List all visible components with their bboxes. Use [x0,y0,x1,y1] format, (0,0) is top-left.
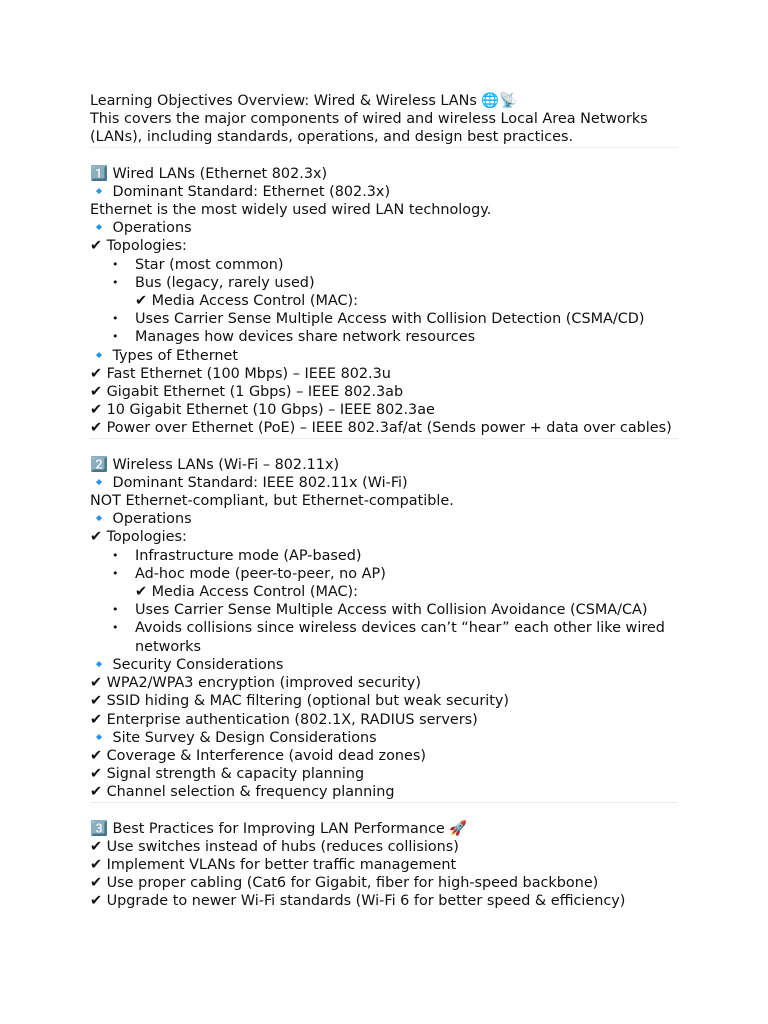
list-item: • Ad-hoc mode (peer-to-peer, no AP) [112,565,386,582]
list-item: • Manages how devices share network resources [112,329,476,346]
security-item: ✔ Enterprise authentication (802.1X, RADIUS servers) [90,711,478,728]
intro-paragraph: This covers the major components of wired and wireless Local Area Networks (LANs), including standards, operations, and design best practices. [90,111,648,146]
mac-label: ✔ Media Access Control (MAC): [135,584,358,601]
practice-item: ✔ Implement VLANs for better traffic management [90,856,457,873]
type-item: ✔ Gigabit Ethernet (1 Gbps) – IEEE 802.3ab [90,384,404,401]
mac-list [90,310,678,346]
type-item: ✔ 10 Gigabit Ethernet (10 Gbps) – IEEE 802.3ae [90,402,435,419]
security-heading: 🔹 Security Considerations [90,656,284,673]
section-heading: 2️⃣ Wireless LANs (Wi-Fi – 802.11x) [90,456,340,473]
mac-label: ✔ Media Access Control (MAC): [135,293,358,310]
divider [90,147,678,148]
practice-item: ✔ Use proper cabling (Cat6 for Gigabit, fiber for high-speed backbone) [90,875,599,892]
document-page [90,0,678,911]
divider [90,438,678,439]
list-item: • Uses Carrier Sense Multiple Access with Collision Avoidance (CSMA/CA) [112,602,648,619]
survey-item: ✔ Channel selection & frequency planning [90,784,395,801]
section-heading: 3️⃣ Best Practices for Improving LAN Performance 🚀 [90,820,468,837]
topology-list [90,256,678,292]
type-item: ✔ Fast Ethernet (100 Mbps) – IEEE 802.3u [90,365,391,382]
security-item: ✔ WPA2/WPA3 encryption (improved security) [90,675,421,692]
type-item: ✔ Power over Ethernet (PoE) – IEEE 802.3af/at (Sends power + data over cables) [90,420,672,437]
section-wired-lans [90,165,678,438]
security-item: ✔ SSID hiding & MAC filtering (optional but weak security) [90,693,510,710]
topology-list [90,547,678,583]
description: NOT Ethernet-compliant, but Ethernet-compatible. [90,493,454,510]
section-wireless-lans [90,456,678,802]
practice-item: ✔ Upgrade to newer Wi-Fi standards (Wi-Fi 6 for better speed & efficiency) [90,893,626,910]
topologies-label: ✔ Topologies: [90,529,187,546]
list-item: • Star (most common) [112,256,284,273]
mac-list [90,601,678,656]
survey-item: ✔ Signal strength & capacity planning [90,766,365,783]
list-item: • Uses Carrier Sense Multiple Access with Collision Detection (CSMA/CD) [112,311,645,328]
section-best-practices [90,820,678,911]
dominant-standard: 🔹 Dominant Standard: Ethernet (802.3x) [90,183,391,200]
practice-item: ✔ Use switches instead of hubs (reduces collisions) [90,838,459,855]
list-item: • Infrastructure mode (AP-based) [112,547,362,564]
section-heading: 1️⃣ Wired LANs (Ethernet 802.3x) [90,165,328,182]
operations-heading: 🔹 Operations [90,511,192,528]
dominant-standard: 🔹 Dominant Standard: IEEE 802.11x (Wi-Fi) [90,474,408,491]
document-title: Learning Objectives Overview: Wired & Wireless LANs 🌐📡 [90,93,518,109]
list-item: • Bus (legacy, rarely used) [112,274,315,291]
list-item: • Avoids collisions since wireless devices can’t “hear” each other like wired networks [112,620,665,655]
description: Ethernet is the most widely used wired LAN technology. [90,202,492,219]
topologies-label: ✔ Topologies: [90,238,187,255]
survey-heading: 🔹 Site Survey & Design Considerations [90,729,377,746]
operations-heading: 🔹 Operations [90,220,192,237]
types-heading: 🔹 Types of Ethernet [90,347,239,364]
divider [90,802,678,803]
survey-item: ✔ Coverage & Interference (avoid dead zones) [90,747,426,764]
